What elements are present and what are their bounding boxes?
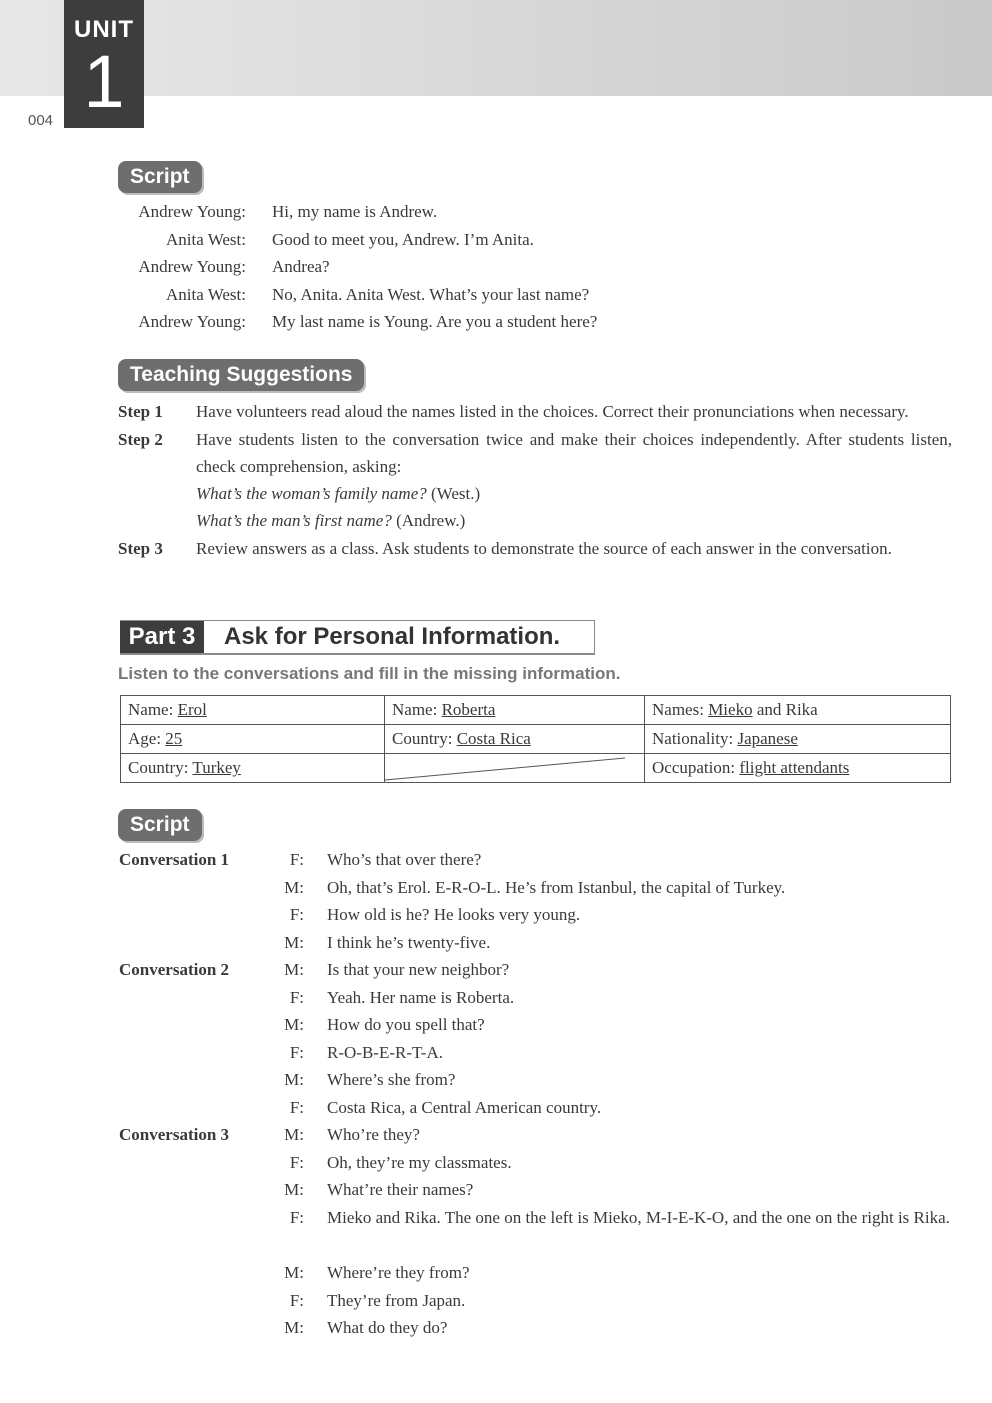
step-2 xyxy=(118,426,952,534)
cell-label: Nationality: xyxy=(652,729,734,748)
line-text: Oh, they’re my classmates. xyxy=(327,1153,512,1172)
cell-answer: Roberta xyxy=(441,700,496,719)
dialogue-text: No, Anita. Anita West. What’s your last name? xyxy=(272,285,590,304)
step-label: Step 3 xyxy=(118,539,163,558)
speaker: Anita West: xyxy=(165,230,246,249)
unit-number: 1 xyxy=(83,40,125,123)
dialogue-text: My last name is Young. Are you a student here? xyxy=(272,312,598,331)
step-1 xyxy=(118,398,952,425)
answer-text: (West.) xyxy=(431,484,481,503)
table-row xyxy=(121,725,951,754)
dialogue-text: Andrea? xyxy=(272,257,330,276)
cell-label: Country: xyxy=(392,729,453,748)
unit-label: UNIT xyxy=(74,16,134,43)
answer-text: (Andrew.) xyxy=(396,511,466,530)
cell-answer: Costa Rica xyxy=(456,729,531,748)
speaker: Andrew Young: xyxy=(138,202,246,221)
diagonal-strike xyxy=(385,754,630,782)
table-cell xyxy=(385,725,645,754)
step-3 xyxy=(118,535,952,562)
line-text: Costa Rica, a Central American country. xyxy=(327,1098,602,1117)
question-text: What’s the man’s first name? xyxy=(196,511,392,530)
cell-label: Name: xyxy=(128,700,174,719)
step-text: Review answers as a class. Ask students to demonstrate the source of each answer in the conversation. xyxy=(196,539,892,558)
part3-header xyxy=(120,620,595,655)
step-text: Have students listen to the conversation twice and make their choices independently. After students listen, check comprehension, asking: xyxy=(196,430,952,476)
speaker: Andrew Young: xyxy=(138,257,246,276)
table-cell xyxy=(121,725,385,754)
table-cell xyxy=(645,696,951,725)
speaker: M: xyxy=(284,1070,304,1089)
table-cell xyxy=(645,754,951,783)
dialogue-text: Hi, my name is Andrew. xyxy=(272,202,438,221)
cell-label: Age: xyxy=(128,729,162,748)
line-text: I think he’s twenty-five. xyxy=(327,933,491,952)
speaker: M: xyxy=(284,878,304,897)
part3-instruction: Listen to the conversations and fill in the missing information. xyxy=(118,664,621,683)
cell-answer: Turkey xyxy=(192,758,241,777)
step-label: Step 2 xyxy=(118,430,163,449)
line-text: How old is he? He looks very young. xyxy=(327,905,581,924)
speaker: M: xyxy=(284,1180,304,1199)
speaker: F: xyxy=(289,850,304,869)
conversation-1-label: Conversation 1 xyxy=(119,850,230,869)
script-label-2: Script xyxy=(118,809,202,841)
info-table xyxy=(120,695,951,783)
conversation-2-label: Conversation 2 xyxy=(119,960,230,979)
table-cell-empty xyxy=(385,754,645,783)
speaker: F: xyxy=(289,988,304,1007)
speaker: Andrew Young: xyxy=(138,312,246,331)
table-cell xyxy=(121,754,385,783)
speaker: M: xyxy=(284,1125,304,1144)
line-text: What do they do? xyxy=(327,1318,448,1337)
part-tag: Part 3 xyxy=(120,621,204,653)
unit-badge xyxy=(64,0,144,128)
line-text: Where’re they from? xyxy=(327,1263,470,1282)
speaker: F: xyxy=(289,1043,304,1062)
cell-answer: 25 xyxy=(165,729,183,748)
page-number: 004 xyxy=(28,112,54,129)
header-band xyxy=(0,0,992,96)
step-question xyxy=(196,480,952,507)
line-text: Yeah. Her name is Roberta. xyxy=(327,988,515,1007)
cell-answer: Mieko xyxy=(708,700,753,719)
line-text: They’re from Japan. xyxy=(327,1291,466,1310)
line-text: Mieko and Rika. The one on the left is Mieko, M-I-E-K-O, and the one on the right is Rika. xyxy=(327,1208,950,1227)
step-question xyxy=(196,507,952,534)
dialogue-text: Good to meet you, Andrew. I’m Anita. xyxy=(272,230,534,249)
speaker: F: xyxy=(289,905,304,924)
speaker: F: xyxy=(289,1291,304,1310)
line-text: Who’s that over there? xyxy=(327,850,482,869)
cell-answer: Japanese xyxy=(737,729,798,748)
table-cell xyxy=(645,725,951,754)
part-title: Ask for Personal Information. xyxy=(224,623,561,650)
conversation-3-label: Conversation 3 xyxy=(119,1125,230,1144)
table-row xyxy=(121,754,951,783)
line-text: Who’re they? xyxy=(327,1125,420,1144)
line-text: Is that your new neighbor? xyxy=(327,960,510,979)
table-row xyxy=(121,696,951,725)
speaker: M: xyxy=(284,1263,304,1282)
speaker: F: xyxy=(289,1208,304,1227)
table-cell xyxy=(385,696,645,725)
speaker: F: xyxy=(289,1098,304,1117)
cell-answer: Erol xyxy=(177,700,207,719)
speaker: F: xyxy=(289,1153,304,1172)
cell-answer: flight attendants xyxy=(739,758,850,777)
line-text: Where’s she from? xyxy=(327,1070,456,1089)
speaker: M: xyxy=(284,960,304,979)
speaker: M: xyxy=(284,1015,304,1034)
table-cell xyxy=(121,696,385,725)
cell-label: Occupation: xyxy=(652,758,736,777)
line-text: R-O-B-E-R-T-A. xyxy=(327,1043,443,1062)
question-text: What’s the woman’s family name? xyxy=(196,484,427,503)
cell-label: Name: xyxy=(392,700,438,719)
line-text: How do you spell that? xyxy=(327,1015,485,1034)
line-text: What’re their names? xyxy=(327,1180,474,1199)
cell-label: Names: xyxy=(652,700,704,719)
speaker: Anita West: xyxy=(165,285,246,304)
step-label: Step 1 xyxy=(118,402,163,421)
cell-label: Country: xyxy=(128,758,189,777)
line-text: Oh, that’s Erol. E-R-O-L. He’s from Istanbul, the capital of Turkey. xyxy=(327,878,786,897)
step-text: Have volunteers read aloud the names listed in the choices. Correct their pronunciations when necessary. xyxy=(196,402,909,421)
script-label-1: Script xyxy=(118,161,202,193)
speaker: M: xyxy=(284,933,304,952)
teaching-suggestions-label: Teaching Suggestions xyxy=(118,359,364,391)
cell-tail: and Rika xyxy=(756,700,818,719)
teaching-steps xyxy=(118,398,952,563)
speaker: M: xyxy=(284,1318,304,1337)
